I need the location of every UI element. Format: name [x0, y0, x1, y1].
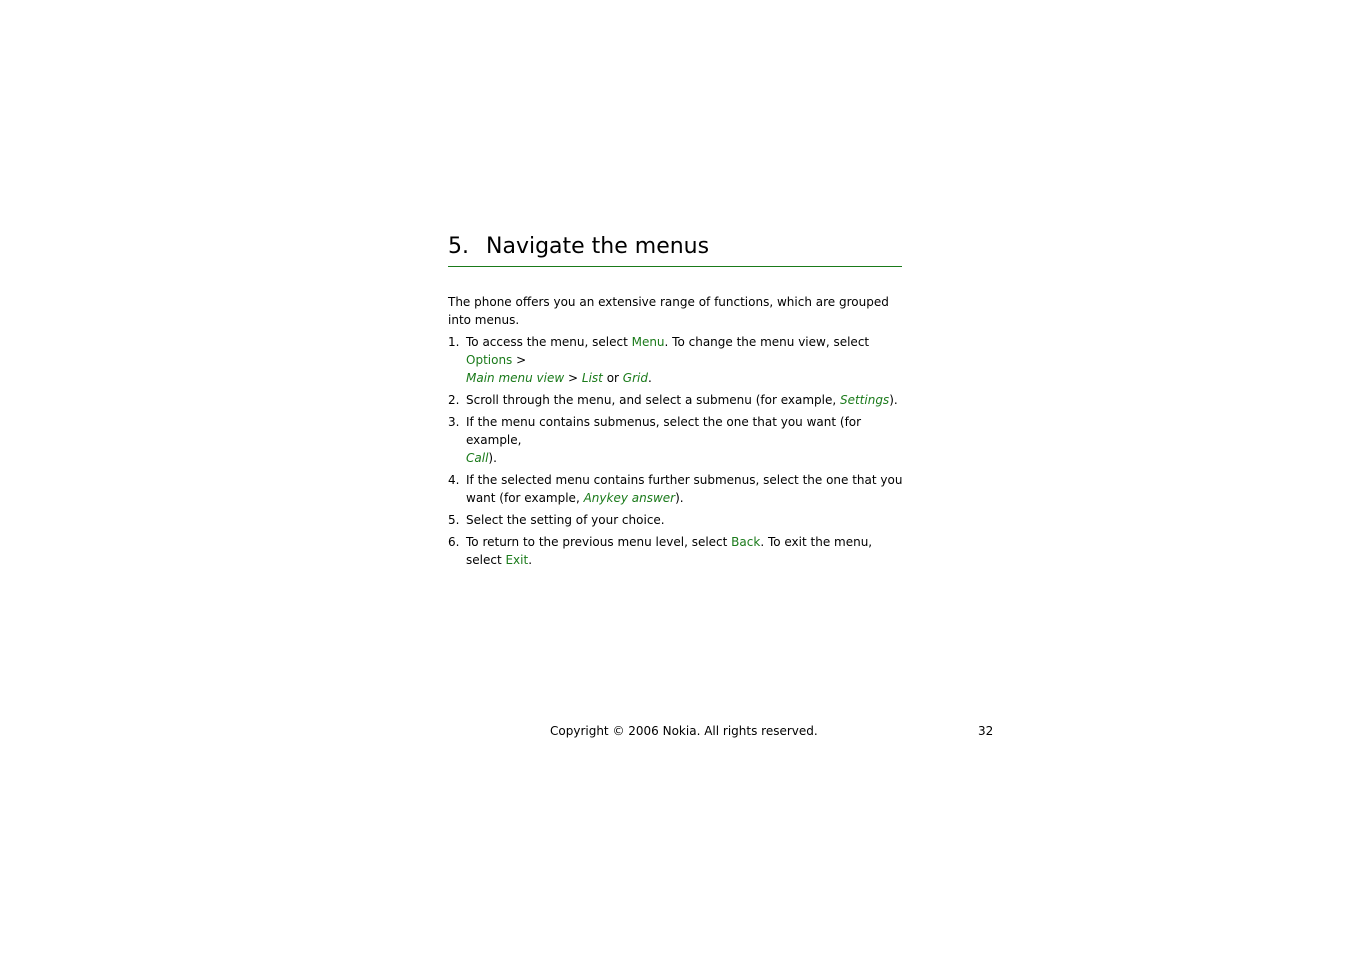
- step-text: To access the menu, select: [466, 335, 632, 349]
- step-number: 4.: [448, 473, 460, 487]
- step-number: 1.: [448, 335, 460, 349]
- key-back: Back: [731, 535, 761, 549]
- steps-list: [448, 333, 904, 569]
- step-text: ).: [488, 451, 497, 465]
- list-item: [448, 471, 904, 507]
- softkey-list: List: [581, 371, 603, 385]
- step-text: .: [647, 371, 652, 385]
- step-text: . To exit the menu, select: [466, 535, 873, 567]
- step-text: ).: [675, 491, 684, 505]
- step-number: 3.: [448, 415, 460, 429]
- key-exit: Exit: [505, 553, 529, 567]
- step-text: .: [528, 553, 533, 567]
- step-text: ).: [889, 393, 898, 407]
- step-text: or: [602, 371, 623, 385]
- softkey-anykey-answer: Anykey answer: [583, 491, 676, 505]
- step-number: 6.: [448, 535, 460, 549]
- softkey-call: Call: [466, 451, 489, 465]
- step-text: . To change the menu view, select: [664, 335, 870, 349]
- step-text: >: [564, 371, 582, 385]
- step-text: Scroll through the menu, and select a submenu (for example,: [466, 393, 840, 407]
- chapter-title: Navigate the menus: [486, 234, 710, 259]
- step-text: If the menu contains submenus, select the one that you want (for example,: [466, 415, 862, 447]
- list-item: [448, 511, 904, 529]
- step-number: 2.: [448, 393, 460, 407]
- list-item: [448, 413, 904, 467]
- list-item: [448, 533, 904, 569]
- list-item: [448, 391, 904, 409]
- chapter-number: 5.: [448, 234, 469, 259]
- step-text: To return to the previous menu level, select: [466, 535, 732, 549]
- page-number: 32: [978, 724, 994, 738]
- step-text: >: [512, 353, 527, 367]
- copyright-footer: Copyright © 2006 Nokia. All rights reserved.: [550, 724, 818, 738]
- softkey-settings: Settings: [839, 393, 890, 407]
- chapter-heading: [448, 232, 902, 267]
- key-menu: Menu: [631, 335, 665, 349]
- chapter-body: [448, 293, 904, 573]
- softkey-grid: Grid: [622, 371, 648, 385]
- intro-paragraph: The phone offers you an extensive range of functions, which are grouped into menus.: [448, 295, 889, 327]
- step-number: 5.: [448, 513, 460, 527]
- step-text: If the selected menu contains further submenus, select the one that you want (for example,: [466, 473, 903, 505]
- step-text: Select the setting of your choice.: [466, 513, 665, 527]
- key-options: Options: [466, 353, 513, 367]
- softkey-main-menu-view: Main menu view: [466, 371, 565, 385]
- list-item: [448, 333, 904, 387]
